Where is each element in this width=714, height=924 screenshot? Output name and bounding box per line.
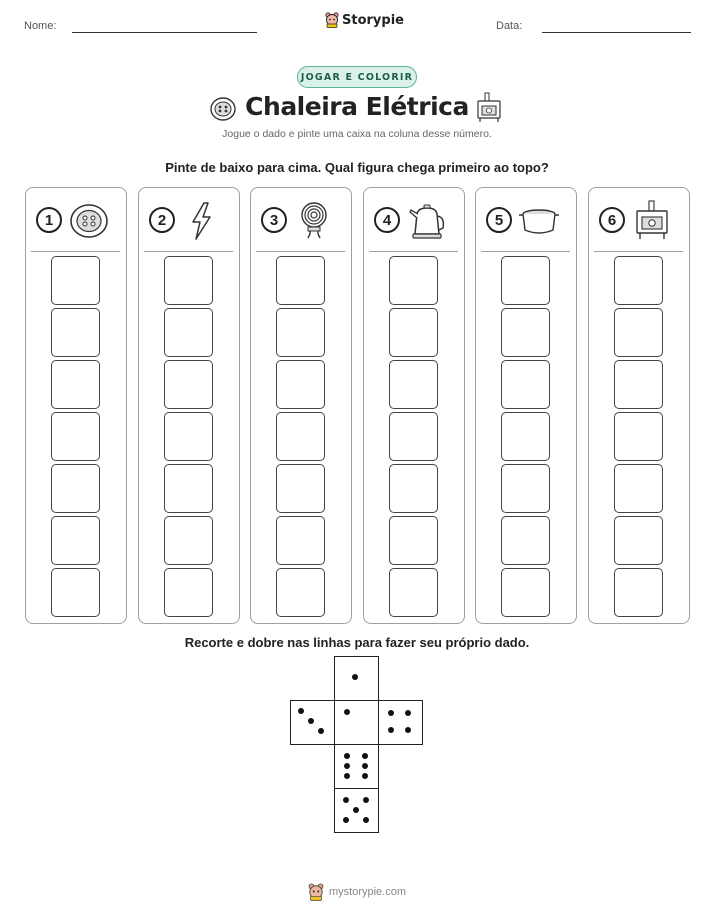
color-box[interactable] [51, 412, 100, 461]
color-box[interactable] [276, 464, 325, 513]
color-box[interactable] [51, 360, 100, 409]
column-number: 5 [486, 207, 512, 233]
die-pip [344, 773, 350, 779]
color-box[interactable] [501, 412, 550, 461]
color-box[interactable] [389, 516, 438, 565]
brand [325, 12, 404, 28]
die-face-5 [334, 788, 379, 833]
die-pip [405, 727, 411, 733]
footer [308, 883, 406, 901]
stove-icon [631, 200, 673, 242]
color-box[interactable] [614, 412, 663, 461]
instruction: Pinte de baixo para cima. Qual figura chega primeiro ao topo? [165, 160, 549, 175]
button-icon [68, 200, 110, 242]
die-face-center [334, 700, 379, 745]
color-box[interactable] [276, 412, 325, 461]
die-pip [344, 763, 350, 769]
date-label: Data: [496, 20, 523, 32]
color-box[interactable] [51, 568, 100, 617]
color-box[interactable] [51, 516, 100, 565]
column-divider [594, 251, 683, 252]
color-box[interactable] [501, 360, 550, 409]
column-header [374, 200, 454, 242]
color-box[interactable] [389, 464, 438, 513]
column-6 [588, 187, 690, 624]
die-pip [362, 753, 368, 759]
die-pip [308, 718, 314, 724]
die-face-3 [290, 700, 335, 745]
name-line [72, 32, 257, 33]
color-box[interactable] [614, 360, 663, 409]
column-number: 2 [149, 207, 175, 233]
pot-icon [518, 200, 560, 242]
die-pip [363, 817, 369, 823]
color-box[interactable] [614, 464, 663, 513]
die-face-4 [378, 700, 423, 745]
color-box[interactable] [614, 516, 663, 565]
die-pip [353, 807, 359, 813]
column-divider [144, 251, 233, 252]
color-box[interactable] [389, 412, 438, 461]
color-box[interactable] [164, 256, 213, 305]
color-box[interactable] [164, 464, 213, 513]
color-box[interactable] [614, 256, 663, 305]
color-box[interactable] [389, 568, 438, 617]
lightning-icon [181, 200, 223, 242]
color-box[interactable] [501, 568, 550, 617]
title-row [0, 92, 714, 126]
color-box[interactable] [501, 308, 550, 357]
die-pip [344, 709, 350, 715]
color-box[interactable] [276, 568, 325, 617]
coil-icon [293, 200, 335, 242]
color-box[interactable] [276, 308, 325, 357]
storypie-mascot-icon [325, 12, 339, 28]
color-box[interactable] [164, 412, 213, 461]
die-pip [318, 728, 324, 734]
color-box[interactable] [614, 568, 663, 617]
die-face-6 [334, 744, 379, 789]
column-header [599, 200, 679, 242]
subtitle: Jogue o dado e pinte uma caixa na coluna desse número. [222, 128, 492, 140]
die-pip [388, 710, 394, 716]
date-line [542, 32, 691, 33]
column-number: 4 [374, 207, 400, 233]
column-1 [25, 187, 127, 624]
column-number: 1 [36, 207, 62, 233]
column-divider [369, 251, 458, 252]
color-box[interactable] [276, 516, 325, 565]
color-box[interactable] [389, 360, 438, 409]
brand-name: Storypie [342, 12, 404, 28]
color-box[interactable] [164, 568, 213, 617]
die-pip [352, 674, 358, 680]
color-box[interactable] [389, 308, 438, 357]
die-pip [363, 797, 369, 803]
column-header [261, 200, 341, 242]
color-box[interactable] [501, 464, 550, 513]
column-5 [475, 187, 577, 624]
color-box[interactable] [501, 256, 550, 305]
storypie-mascot-icon [308, 883, 324, 901]
die-pip [405, 710, 411, 716]
column-4 [363, 187, 465, 624]
color-box[interactable] [389, 256, 438, 305]
color-box[interactable] [51, 308, 100, 357]
cut-instruction: Recorte e dobre nas linhas para fazer seu próprio dado. [184, 635, 530, 650]
column-divider [256, 251, 345, 252]
color-box[interactable] [164, 516, 213, 565]
column-3 [250, 187, 352, 624]
die-pip [343, 817, 349, 823]
color-box[interactable] [501, 516, 550, 565]
die-pip [344, 753, 350, 759]
column-divider [481, 251, 570, 252]
die-pip [298, 708, 304, 714]
column-number: 3 [261, 207, 287, 233]
column-2 [138, 187, 240, 624]
color-box[interactable] [51, 256, 100, 305]
color-box[interactable] [276, 256, 325, 305]
color-box[interactable] [164, 360, 213, 409]
column-header [486, 200, 566, 242]
footer-url: mystorypie.com [329, 886, 407, 898]
color-box[interactable] [164, 308, 213, 357]
column-number: 6 [599, 207, 625, 233]
name-label: Nome: [24, 20, 57, 32]
activity-badge: JOGAR E COLORIR [297, 66, 417, 88]
die-pip [362, 763, 368, 769]
column-header [149, 200, 229, 242]
color-box[interactable] [276, 360, 325, 409]
column-divider [31, 251, 120, 252]
die-pip [388, 727, 394, 733]
column-header [36, 200, 116, 242]
die-pip [362, 773, 368, 779]
color-box[interactable] [614, 308, 663, 357]
die-pip [343, 797, 349, 803]
color-box[interactable] [51, 464, 100, 513]
kettle-icon [406, 200, 448, 242]
die-face-1 [334, 656, 379, 701]
stove-icon [474, 92, 504, 124]
page-title: Chaleira Elétrica [245, 92, 469, 121]
